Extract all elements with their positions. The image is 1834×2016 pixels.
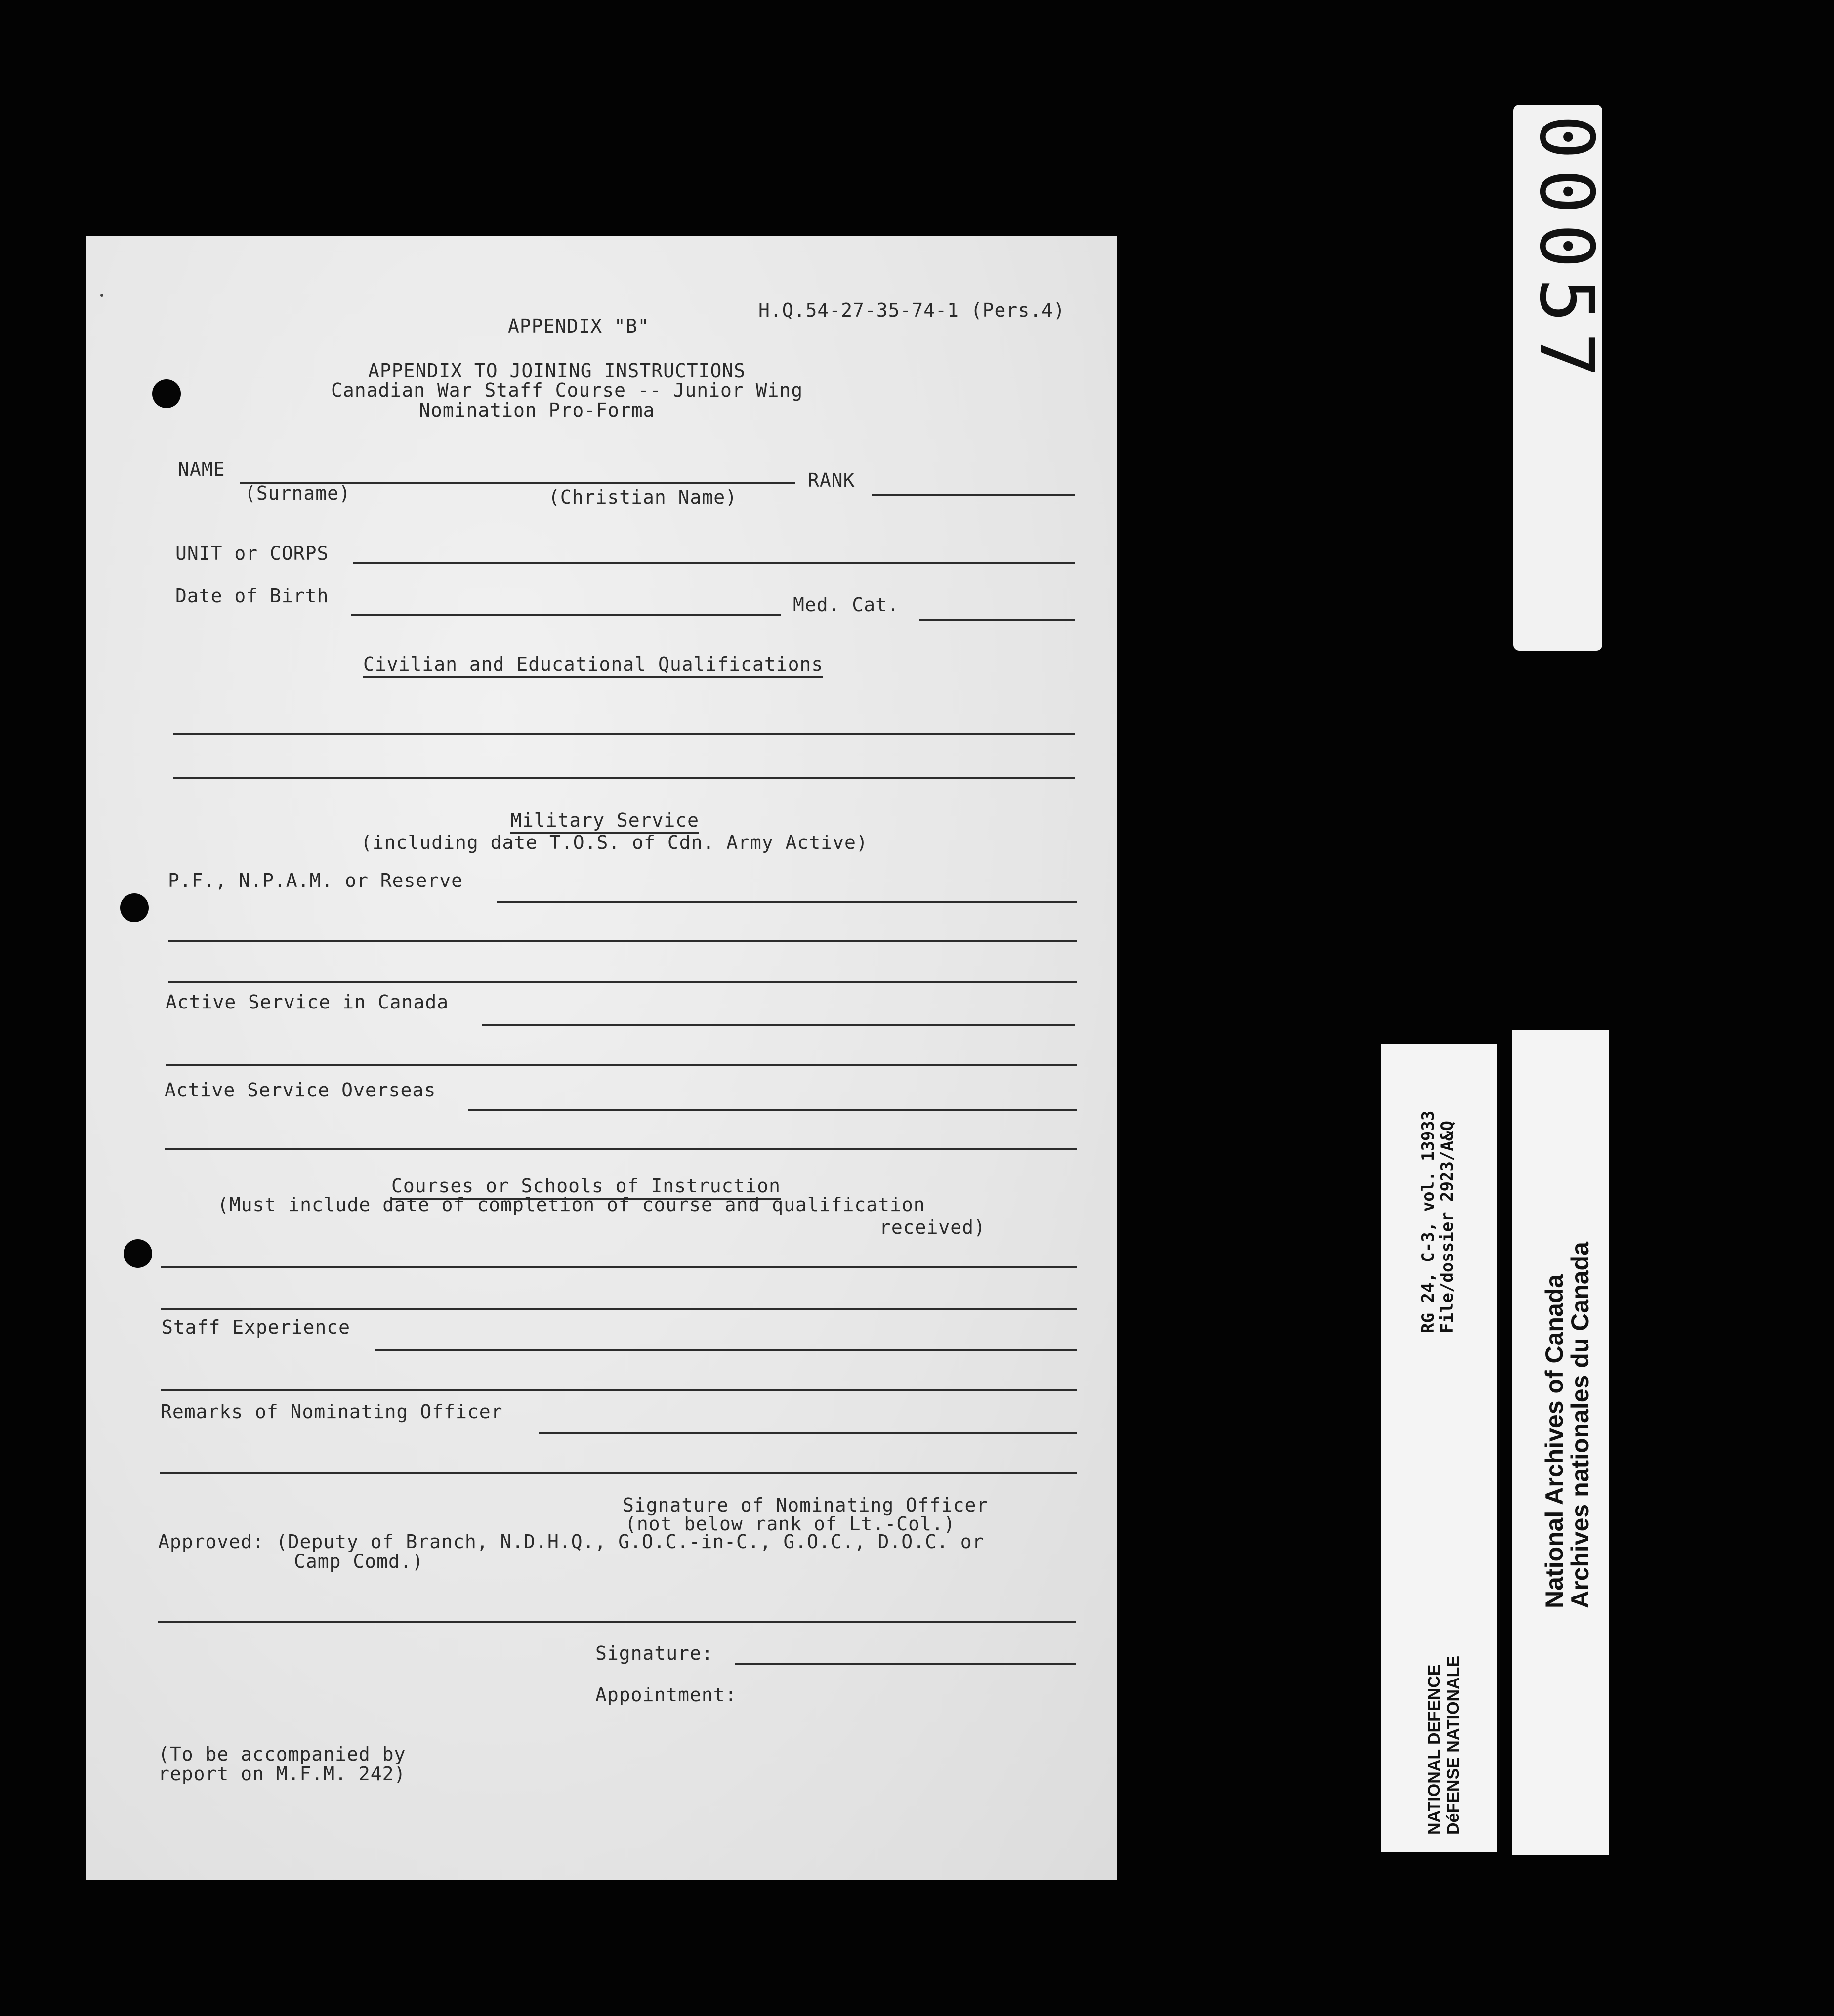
form-title: APPENDIX TO JOINING INSTRUCTIONS [368, 360, 746, 381]
defence-label [1381, 1044, 1497, 1852]
appendix-label: APPENDIX "B" [508, 315, 650, 337]
courses-subheading-end: received) [879, 1217, 986, 1238]
defence-fr: DéFENSE NATIONALE [1444, 1655, 1462, 1835]
remarks-label: Remarks of Nominating Officer [161, 1401, 503, 1423]
punch-hole [152, 379, 181, 408]
staff-experience-field-line[interactable] [161, 1389, 1077, 1391]
approval-field-line[interactable] [158, 1621, 1076, 1623]
approved-label: Approved: (Deputy of Branch, N.D.H.Q., G.O.C.-in-C., G.O.C., D.O.C. or [158, 1531, 984, 1553]
punch-hole [120, 893, 149, 922]
approved-label-cont: Camp Comd.) [294, 1551, 424, 1572]
form-subtitle: Nomination Pro-Forma [419, 399, 655, 421]
archives-fr: Archives nationales du Canada [1566, 1242, 1594, 1608]
punch-hole [124, 1239, 152, 1268]
frame-number: 00057 [1523, 115, 1609, 387]
signature-nominating-label: Signature of Nominating Officer [623, 1494, 989, 1516]
remarks-field-line[interactable] [160, 1472, 1077, 1474]
staff-experience-field-line[interactable] [375, 1349, 1077, 1351]
frame-number-strip [1513, 105, 1609, 651]
pf-label: P.F., N.P.A.M. or Reserve [168, 870, 463, 891]
civilian-field-line[interactable] [173, 733, 1075, 735]
military-subheading: (including date T.O.S. of Cdn. Army Active) [361, 832, 868, 853]
unit-field-line[interactable] [353, 562, 1075, 564]
pf-field-line[interactable] [168, 940, 1077, 942]
signature-field-line[interactable] [735, 1663, 1076, 1665]
unit-label: UNIT or CORPS [175, 543, 329, 564]
dob-label: Date of Birth [175, 585, 329, 607]
active-overseas-field-line[interactable] [165, 1148, 1077, 1150]
courses-subheading: (Must include date of completion of course and qualification [217, 1194, 925, 1216]
surname-label: (Surname) [245, 482, 351, 504]
file-reference: H.Q.54-27-35-74-1 (Pers.4) [758, 299, 1065, 321]
medcat-label: Med. Cat. [793, 594, 899, 616]
staff-experience-label: Staff Experience [162, 1316, 351, 1338]
defence-en: NATIONAL DEFENCE [1425, 1664, 1444, 1835]
signature-label: Signature: [595, 1642, 713, 1664]
active-canada-field-line[interactable] [482, 1024, 1075, 1026]
active-canada-label: Active Service in Canada [166, 991, 449, 1013]
archive-reference: RG 24, C-3, vol. 13933 [1418, 1110, 1438, 1333]
pf-field-line[interactable] [497, 901, 1077, 903]
appointment-label: Appointment: [595, 1684, 737, 1706]
name-label: NAME [178, 459, 225, 480]
footnote: (To be accompanied by [158, 1743, 406, 1765]
archive-file: File/dossier 2923/A&Q [1437, 1121, 1457, 1333]
signature-nominating-sublabel: (not below rank of Lt.-Col.) [625, 1513, 956, 1535]
active-overseas-label: Active Service Overseas [165, 1079, 436, 1101]
civilian-heading: Civilian and Educational Qualifications [363, 653, 823, 678]
courses-heading: Courses or Schools of Instruction [391, 1175, 781, 1200]
civilian-field-line[interactable] [173, 777, 1075, 779]
footnote-cont: report on M.F.M. 242) [158, 1763, 406, 1785]
active-canada-field-line[interactable] [166, 1064, 1077, 1066]
rank-field-line[interactable] [872, 494, 1075, 496]
medcat-field-line[interactable] [919, 619, 1075, 621]
archives-label [1512, 1030, 1609, 1855]
rank-label: RANK [808, 469, 855, 491]
active-overseas-field-line[interactable] [468, 1109, 1077, 1111]
remarks-field-line[interactable] [539, 1432, 1077, 1434]
archives-en: National Archives of Canada [1541, 1274, 1568, 1608]
pf-field-line[interactable] [168, 981, 1077, 983]
ink-speck [100, 294, 103, 297]
dob-field-line[interactable] [351, 614, 781, 616]
course-title: Canadian War Staff Course -- Junior Wing [331, 379, 803, 401]
courses-field-line[interactable] [161, 1308, 1077, 1310]
courses-field-line[interactable] [161, 1266, 1077, 1268]
military-heading: Military Service [510, 809, 699, 834]
form-page [86, 236, 1117, 1880]
christian-name-label: (Christian Name) [548, 486, 738, 508]
